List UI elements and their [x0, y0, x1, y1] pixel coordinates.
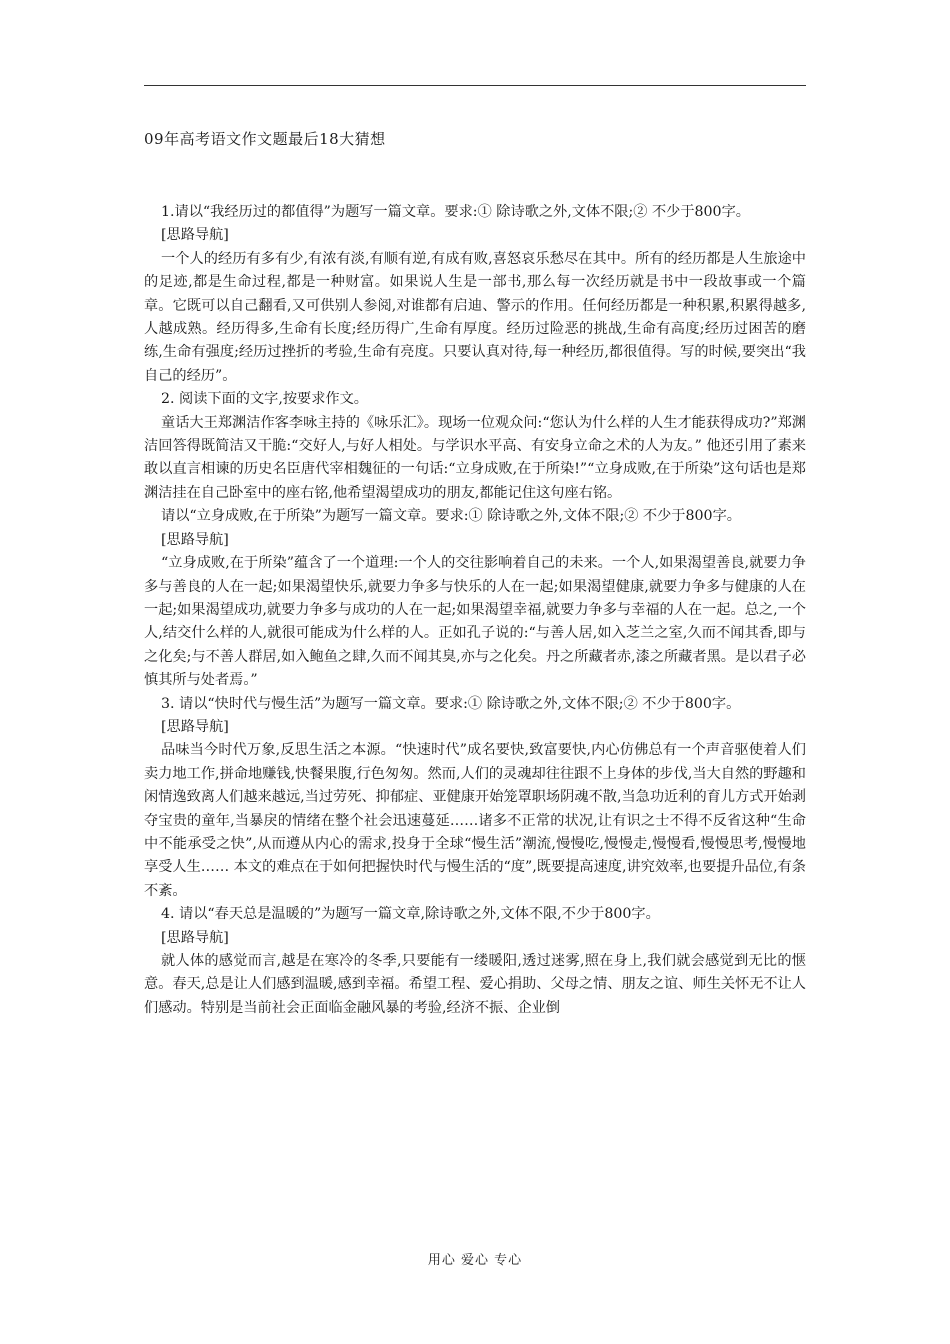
page-footer: 用心 爱心 专心	[427, 1253, 523, 1268]
paragraph: 童话大王郑渊洁作客李咏主持的《咏乐汇》。现场一位观众问:“您认为什么样的人生才能获得成功?”郑渊洁回答得既简洁又干脆:“交好人,与好人相处。与学识水平高、有安身立命之术的人为友。” 他还引用了素来敢以直言相谏的历史名臣唐代宰相魏征的一句话:“立身成败,在于所染!”“立身成败,在于所染”这句话也是郑渊洁挂在自己卧室中的座右铭,他希望渴望成功的朋友,都能记住这句座右铭。	[144, 414, 806, 501]
paragraph: 请以“立身成败,在于所染”为题写一篇文章。要求:① 除诗歌之外,文体不限;② 不少于800字。	[161, 508, 741, 525]
paragraph: 一个人的经历有多有少,有浓有淡,有顺有逆,有成有败,喜怒哀乐愁尽在其中。所有的经历都是人生旅途中的足迹,都是生命过程,都是一种财富。如果说人生是一部书,那么每一次经历就是书中一段故事或一个篇章。它既可以自己翻看,又可供别人参阅,对谁都有启迪、警示的作用。任何经历都是一种积累,积累得越多,人越成熟。经历得多,生命有长度;经历得广,生命有厚度。经历过险恶的挑战,生命有高度;经历过困苦的磨练,生命有强度;经历过挫折的考验,生命有亮度。只要认真对待,每一种经历,都很值得。写的时候,要突出“我自己的经历”。	[144, 250, 806, 384]
header-rule	[144, 85, 806, 86]
paragraph: 4. 请以“春天总是温暖的”为题写一篇文章,除诗歌之外,文体不限,不少于800字。	[161, 906, 660, 923]
paragraph: 品味当今时代万象,反思生活之本源。“快速时代”成名要快,致富要快,内心仿佛总有一个声音驱使着人们卖力地工作,拼命地赚钱,快餐果腹,行色匆匆。然而,人们的灵魂却往往跟不上身体的步伐,当大自然的野趣和闲情逸致离人们越来越远,当过劳死、抑郁症、亚健康开始笼罩职场阴魂不散,当急功近利的育儿方式开始剥夺宝贵的童年,当暴戾的情绪在整个社会迅速蔓延……诸多不正常的状况,让有识之士不得不反省这种“生命中不能承受之快”,从而遵从内心的需求,投身于全球“慢生活”潮流,慢慢吃,慢慢走,慢慢看,慢慢思考,慢慢地享受人生…… 本文的难点在于如何把握快时代与慢生活的“度”,既要提高速度,讲究效率,也要提升品位,有条不紊。	[144, 742, 806, 899]
paragraph: 1.请以“我经历过的都值得”为题写一篇文章。要求:① 除诗歌之外,文体不限;② 不少于800字。	[161, 204, 750, 220]
section-heading: [思路导航]	[161, 227, 229, 244]
document-title: 09年高考语文作文题最后18大猜想	[144, 130, 386, 148]
paragraph: “立身成败,在于所染”蕴含了一个道理:一个人的交往影响着自己的未来。一个人,如果渴望善良,就要力争多与善良的人在一起;如果渴望快乐,就要力争多与快乐的人在一起;如果渴望健康,就要力争多与健康的人在一起;如果渴望成功,就要力争多与成功的人在一起;如果渴望幸福,就要力争多与幸福的人在一起。总之,一个人,结交什么样的人,就很可能成为什么样的人。正如孔子说的:“与善人居,如入芝兰之室,久而不闻其香,即与之化矣;与不善人群居,如入鲍鱼之肆,久而不闻其臭,亦与之化矣。丹之所藏者赤,漆之所藏者黑。是以君子必慎其所与处者焉。”	[144, 555, 806, 689]
section-heading: [思路导航]	[161, 718, 229, 735]
section-heading: [思路导航]	[161, 929, 229, 946]
paragraph: 3. 请以“快时代与慢生活”为题写一篇文章。要求:① 除诗歌之外,文体不限;② 不少于800字。	[161, 695, 741, 712]
section-heading: [思路导航]	[161, 531, 229, 548]
document-body	[144, 201, 806, 1020]
paragraph: 2. 阅读下面的文字,按要求作文。	[161, 391, 368, 408]
paragraph: 就人体的感觉而言,越是在寒冷的冬季,只要能有一缕暖阳,透过迷雾,照在身上,我们就会感觉到无比的惬意。春天,总是让人们感到温暖,感到幸福。希望工程、爱心捐助、父母之情、朋友之谊、师生关怀无不让人们感动。特别是当前社会正面临金融风暴的考验,经济不振、企业倒	[144, 953, 806, 1016]
